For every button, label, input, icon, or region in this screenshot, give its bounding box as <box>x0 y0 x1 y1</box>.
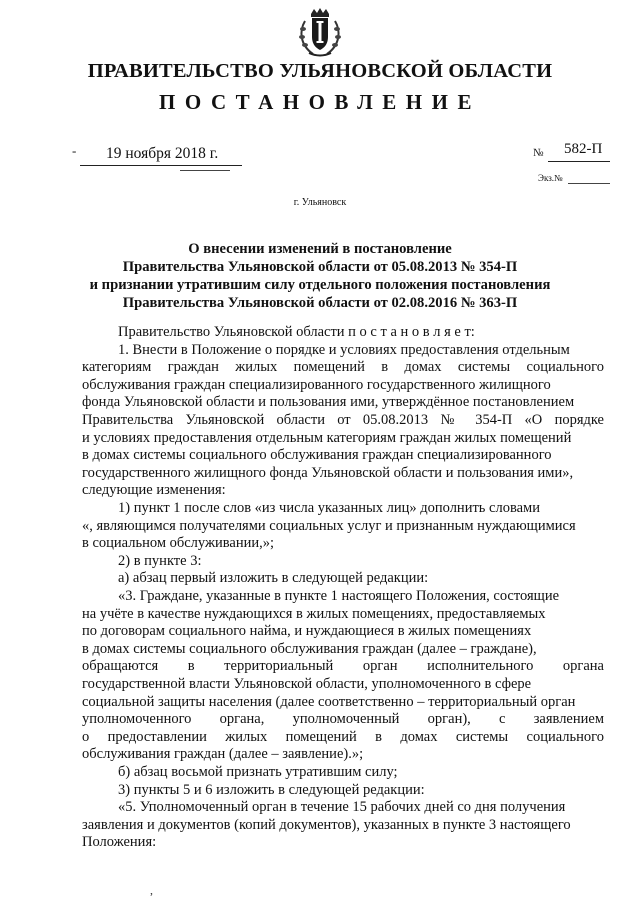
body-line: Правительства Ульяновской области от 05.08.2013 № 354-П «О порядке <box>82 412 604 428</box>
body-line: о предоставлении жилых помещений в домах системы социального <box>82 728 604 745</box>
number-underline <box>548 161 610 162</box>
body-line: обращаются в территориальный орган исполнительного органа <box>82 658 604 675</box>
city-name: г. Ульяновск <box>293 197 347 208</box>
coat-of-arms-icon <box>293 5 347 59</box>
title-line: Правительства Ульяновской области от 02.08.2016 № 363-П <box>122 295 518 311</box>
body-line: в домах системы социального обслуживания граждан специализированного <box>82 447 552 464</box>
body-line: Правительство Ульяновской области п о с т а н о в л я е т: <box>118 324 475 340</box>
body-line: «, являющимся получателями социальных услуг и признанным нуждающимися <box>82 517 576 534</box>
body-line: Положения: <box>82 834 157 851</box>
title-line: и признании утратившим силу отдельного положения постановления <box>89 277 551 293</box>
body-line: а) абзац первый изложить в следующей редакции: <box>118 570 429 587</box>
title-line: О внесении изменений в постановление <box>188 241 452 257</box>
body-line: по договорам социального найма, и нуждающиеся в жилых помещениях <box>82 623 532 640</box>
body-line: социальной защиты населения (далее соответственно – территориальный орган <box>82 693 576 710</box>
body-line: в домах системы социального обслуживания граждан (далее – граждане), <box>82 640 537 657</box>
date-underline <box>80 165 242 166</box>
body-line: и условиях предоставления отдельным категориям граждан жилых помещений <box>82 429 572 446</box>
document-number: 582-П <box>564 141 603 157</box>
title-line: Правительства Ульяновской области от 05.08.2013 № 354-П <box>122 259 518 275</box>
body-line: 1. Внести в Положение о порядке и условиях предоставления отдельным <box>118 341 570 358</box>
number-label: № <box>533 147 544 159</box>
body-line: следующие изменения: <box>82 482 226 499</box>
scan-speck: , <box>150 883 153 897</box>
body-line: уполномоченного органа, уполномоченный орган), с заявлением <box>82 711 604 728</box>
body-line: обслуживания граждан специализированного государственного жилищного <box>82 376 551 393</box>
body-line: 3) пункты 5 и 6 изложить в следующей редакции: <box>118 781 425 798</box>
copy-number-label: Экз.№ <box>538 173 563 183</box>
body-line: 1) пункт 1 после слов «из числа указанных лиц» дополнить словами <box>118 500 540 516</box>
body-line: б) абзац восьмой признать утратившим силу; <box>118 764 398 780</box>
body-line: обслуживания граждан (далее – заявление).»; <box>82 746 364 763</box>
body-line: в социальном обслуживании,»; <box>82 535 275 552</box>
organization-name: ПРАВИТЕЛЬСТВО УЛЬЯНОВСКОЙ ОБЛАСТИ <box>87 60 553 82</box>
body-line: заявления и документов (копий документов), указанных в пункте 3 настоящего <box>82 816 571 833</box>
body-line: «3. Граждане, указанные в пункте 1 настоящего Положения, состоящие <box>118 588 560 604</box>
body-line: фонда Ульяновской области и пользования ими, утверждённое постановлением <box>82 394 575 411</box>
body-line: государственного жилищного фонда Ульяновской области и пользования ими», <box>82 464 574 481</box>
body-line: категориям граждан жилых помещений в домах системы социального <box>82 359 604 376</box>
date-underline-short <box>180 170 230 171</box>
copy-number-line <box>568 183 610 184</box>
document-type: ПОСТАНОВЛЕНИЕ <box>159 90 481 114</box>
body-line: «5. Уполномоченный орган в течение 15 рабочих дней со дня получения <box>118 799 566 816</box>
body-line: 2) в пункте 3: <box>118 552 202 569</box>
body-line: на учёте в качестве нуждающихся в жилых помещениях, предоставляемых <box>82 605 546 622</box>
document-title <box>60 240 580 312</box>
scan-mark: - <box>72 143 77 158</box>
body-line: государственной власти Ульяновской области, уполномоченного в сфере <box>82 676 532 692</box>
document-date: 19 ноября 2018 г. <box>106 145 219 162</box>
